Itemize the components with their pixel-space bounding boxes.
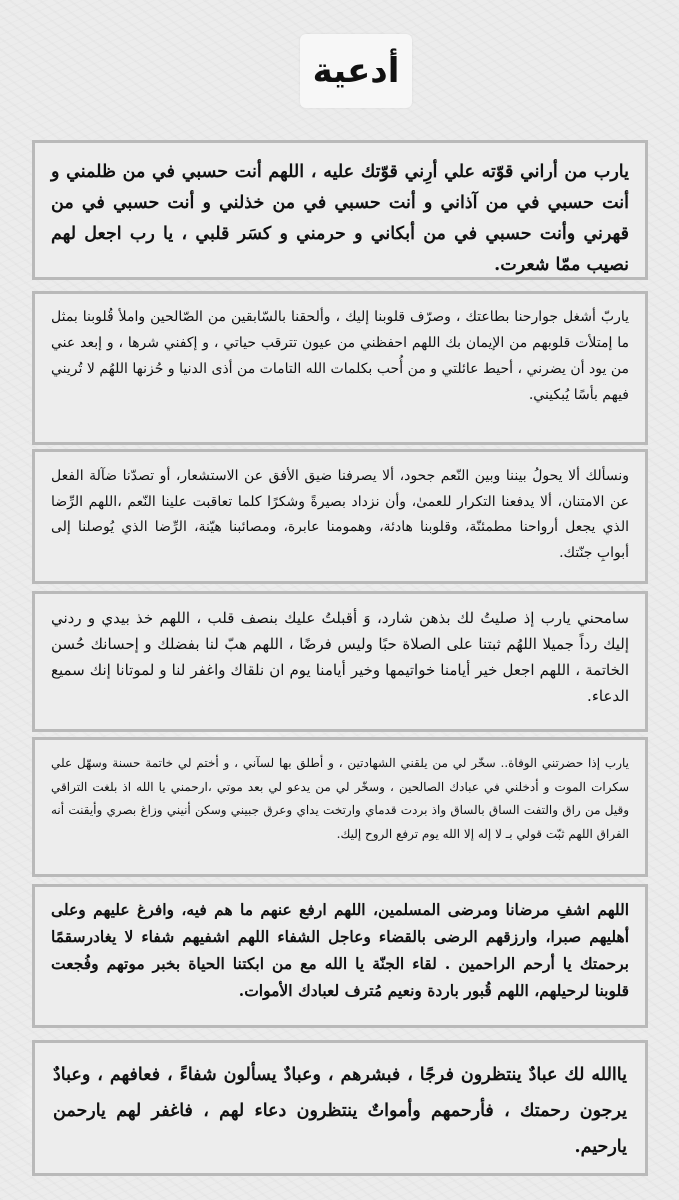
title-box bbox=[300, 34, 412, 108]
dua-text: يارب من أراني قوّته علي أرِني قوّتك عليه ، اللهم أنت حسبي في من ظلمني و أنت حسبي في من آذاني و أنت حسبي في من خذلني و أنت حسبي في من قهرني وأنت حسبي في من أبكاني و حرمني و كسَر قلبي ، يا رب اجعل لهم نصيب ممّا شعرت. bbox=[51, 162, 629, 275]
dua-card-1 bbox=[32, 140, 648, 280]
dua-text: ياربّ أشغل جوارحنا بطاعتك ، وصرّف قلوبنا إليك ، وألحقنا بالسّابقين من الصّالحين واملأ قُلوبنا بمثل ما إمتلأت قلوبهم من الإيمان بك اللهم احفظني من عيون تترقب حياتي ، و إكفني شرها ، و إبعد عني من يود أن يضرني ، أحيط عائلتي و من أُحب بكلمات الله التامات من أذى الدنيا و حُزنها اللهُم لا تُريني فيهم بأسًا يُبكيني. bbox=[51, 309, 629, 403]
dua-card-3 bbox=[32, 449, 648, 584]
dua-text: ونسألك ألا يحولُ بيننا وبين النّعم جحود، ألا يصرفنا ضيق الأفق عن الاستشعار، أو تصدّنا ضآلة الفعل عن الامتنان، ألا يدفعنا التكرار للعمىٰ، وأن نزداد بصيرةً وشكرًا كلما تعاقبت علينا النّعم ،اللهم الرِّضا الذي يجعل أرواحنا مطمئنّة، وقلوبنا هادئة، وهمومنا عابرة، ومصائبنا هيّنة، الرِّضا الذي يُوصلنا إلى أبوابِ جنّتك. bbox=[51, 468, 629, 561]
dua-text: ياالله لك عبادٌ ينتظرون فرجًا ، فبشرهم ، وعبادٌ يسألون شفاءً ، فعافهم ، وعبادٌ يرجون رحمتك ، فأرحمهم وأمواتٌ ينتظرون دعاء لهم ، فاغفر لهم يارحمن يارحيم. bbox=[53, 1065, 627, 1157]
dua-card-7 bbox=[32, 1040, 648, 1176]
dua-text: اللهم اشفِ مرضانا ومرضى المسلمين، اللهم ارفع عنهم ما هم فيه، وافرغ عليهم وعلى أهليهم صبرا، وارزقهم الرضى بالقضاء وعاجل الشفاء اللهم اشفيهم شفاء لا يغادرسقمًا برحمتك يا أرحم الراحمين . لقاء الجنّة يا الله مع من ابكتنا الحياة بخبر موتهم وفُجعت قلوبنا لرحيلهم، اللهم قُبور باردة ونعيم مُترف لعبادك الأموات. bbox=[51, 900, 629, 1000]
dua-card-6 bbox=[32, 884, 648, 1028]
dua-text: يارب إذا حضرتني الوفاة.. سخّر لي من يلقني الشهادتين ، و أطلق بها لسآني ، و أختم لي خاتمة حسنة وسهّل علي سكرات الموت و أدخلني في عبادك الصالحين ، وسخّر لي من يدعو لي بعد موتي ،ارحمني يا الله اذ بلغت التراقي وقيل من راق والتفت الساق بالساق واذ بردت قدماي وارتخت يداي وعرق جبيني وسكن أنيني وزاغ بصري وأيقنت أنه الفراق اللهم ثبّت قولي بـ لا إله إلا الله يوم ترفع الروح إليك. bbox=[51, 756, 629, 841]
dua-card-2 bbox=[32, 291, 648, 445]
page-title: أدعية bbox=[312, 51, 400, 91]
dua-text: سامحني يارب إذ صليتُ لك بذهن شارد، وَ أقبلتُ عليك بنصف قلب ، اللهم خذ بيدي و ردني إليك رداً جميلا اللهُم ثبتنا على الصلاة حبًا وليس فرضًا ، اللهم هبّ لنا بفضلك و إحسانك حُسن الخاتمة ، اللهم اجعل خير أيامنا خواتيمها وخير أيامنا يوم ان نلقاك واغفر لنا و لموتانا إنك سميع الدعاء. bbox=[51, 609, 629, 705]
dua-card-5 bbox=[32, 737, 648, 877]
dua-card-4 bbox=[32, 591, 648, 732]
